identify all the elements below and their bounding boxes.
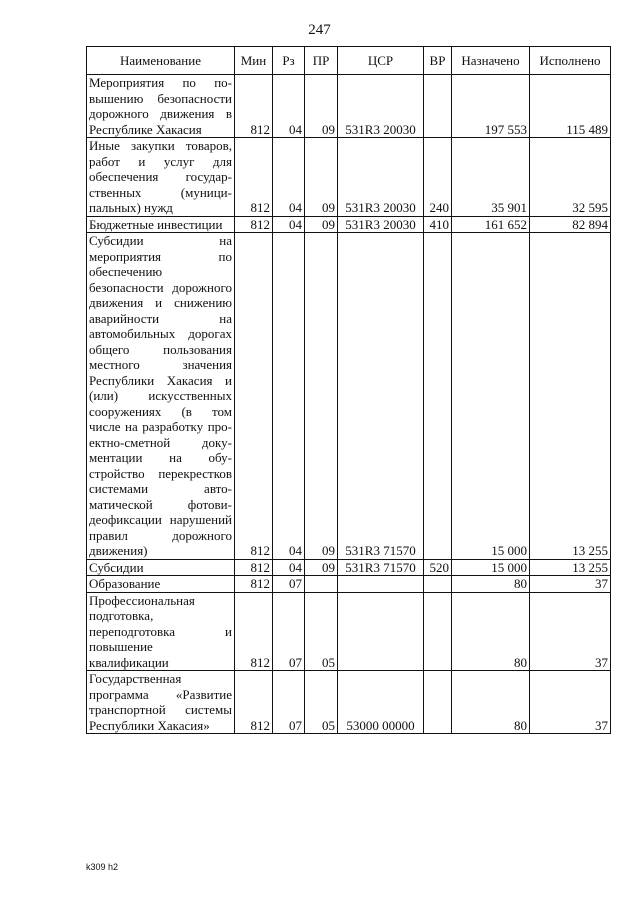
row-rz: 07: [273, 671, 305, 734]
row-assigned: 197 553: [452, 75, 530, 138]
header-rz: Рз: [273, 47, 305, 75]
row-rz: 07: [273, 592, 305, 671]
row-min: 812: [235, 671, 273, 734]
row-rz: 04: [273, 233, 305, 560]
row-vr: 410: [424, 216, 452, 233]
row-min: 812: [235, 592, 273, 671]
row-assigned: 35 901: [452, 138, 530, 217]
header-min: Мин: [235, 47, 273, 75]
row-min: 812: [235, 233, 273, 560]
row-min: 812: [235, 138, 273, 217]
row-vr: [424, 592, 452, 671]
row-rz: 04: [273, 216, 305, 233]
table-row: [87, 671, 611, 734]
row-pr: 09: [305, 233, 338, 560]
row-min: 812: [235, 216, 273, 233]
budget-table: [86, 46, 611, 734]
row-vr: [424, 233, 452, 560]
table-row: [87, 559, 611, 576]
header-name: Наименование: [87, 47, 235, 75]
header-vr: ВР: [424, 47, 452, 75]
row-pr: 09: [305, 559, 338, 576]
table-header-row: [87, 47, 611, 75]
row-rz: 04: [273, 138, 305, 217]
table-row: [87, 75, 611, 138]
row-pr: 05: [305, 592, 338, 671]
header-pr: ПР: [305, 47, 338, 75]
row-name: Субсидии: [87, 559, 235, 576]
row-vr: [424, 671, 452, 734]
row-csr: 531R3 71570: [338, 233, 424, 560]
page-number: 247: [308, 22, 331, 38]
row-executed: 82 894: [530, 216, 611, 233]
row-executed: 13 255: [530, 559, 611, 576]
row-name: Бюджетные инвестиции: [87, 216, 235, 233]
row-min: 812: [235, 559, 273, 576]
row-name: Государственная программа «Развитие транспортной системы Республики Хакасия»: [87, 671, 235, 734]
row-assigned: 161 652: [452, 216, 530, 233]
row-assigned: 80: [452, 576, 530, 593]
row-assigned: 15 000: [452, 559, 530, 576]
table-row: [87, 592, 611, 671]
row-csr: 53000 00000: [338, 671, 424, 734]
row-pr: 05: [305, 671, 338, 734]
row-name: Субсидии на мероприятия по обеспечению безопасности дорожного движения и снижению аварийности на автомобильных дорогах общего пользования местного значения Республики Хакасия и (или) искусственных сооружениях (в том числе на разработку проектно-сметной документации на обустройство перекрестков системами автоматической фотовидеофиксации нарушений правил дорожного движения): [87, 233, 235, 560]
row-assigned: 80: [452, 592, 530, 671]
row-vr: 520: [424, 559, 452, 576]
row-name: Образование: [87, 576, 235, 593]
row-name: Мероприятия по повышению безопасности дорожного движения в Республике Хакасия: [87, 75, 235, 138]
row-executed: 37: [530, 671, 611, 734]
row-executed: 115 489: [530, 75, 611, 138]
header-executed: Исполнено: [530, 47, 611, 75]
row-pr: 09: [305, 75, 338, 138]
row-executed: 37: [530, 576, 611, 593]
row-rz: 04: [273, 75, 305, 138]
row-rz: 04: [273, 559, 305, 576]
row-min: 812: [235, 576, 273, 593]
row-executed: 37: [530, 592, 611, 671]
row-csr: [338, 592, 424, 671]
row-csr: 531R3 20030: [338, 75, 424, 138]
row-vr: 240: [424, 138, 452, 217]
row-pr: 09: [305, 138, 338, 217]
row-assigned: 80: [452, 671, 530, 734]
table-row: [87, 233, 611, 560]
header-csr: ЦСР: [338, 47, 424, 75]
row-csr: [338, 576, 424, 593]
row-csr: 531R3 71570: [338, 559, 424, 576]
row-vr: [424, 75, 452, 138]
row-assigned: 15 000: [452, 233, 530, 560]
table-row: [87, 216, 611, 233]
row-min: 812: [235, 75, 273, 138]
row-csr: 531R3 20030: [338, 138, 424, 217]
row-executed: 32 595: [530, 138, 611, 217]
document-code: k309 h2: [86, 862, 119, 872]
row-name: Профессиональная подготовка, переподготовка и повышение квалификации: [87, 592, 235, 671]
row-pr: [305, 576, 338, 593]
row-executed: 13 255: [530, 233, 611, 560]
row-name: Иные закупки товаров, работ и услуг для обеспечения государственных (муниципальных) нужд: [87, 138, 235, 217]
table-row: [87, 576, 611, 593]
table-row: [87, 138, 611, 217]
row-pr: 09: [305, 216, 338, 233]
row-vr: [424, 576, 452, 593]
row-csr: 531R3 20030: [338, 216, 424, 233]
header-assigned: Назначено: [452, 47, 530, 75]
row-rz: 07: [273, 576, 305, 593]
